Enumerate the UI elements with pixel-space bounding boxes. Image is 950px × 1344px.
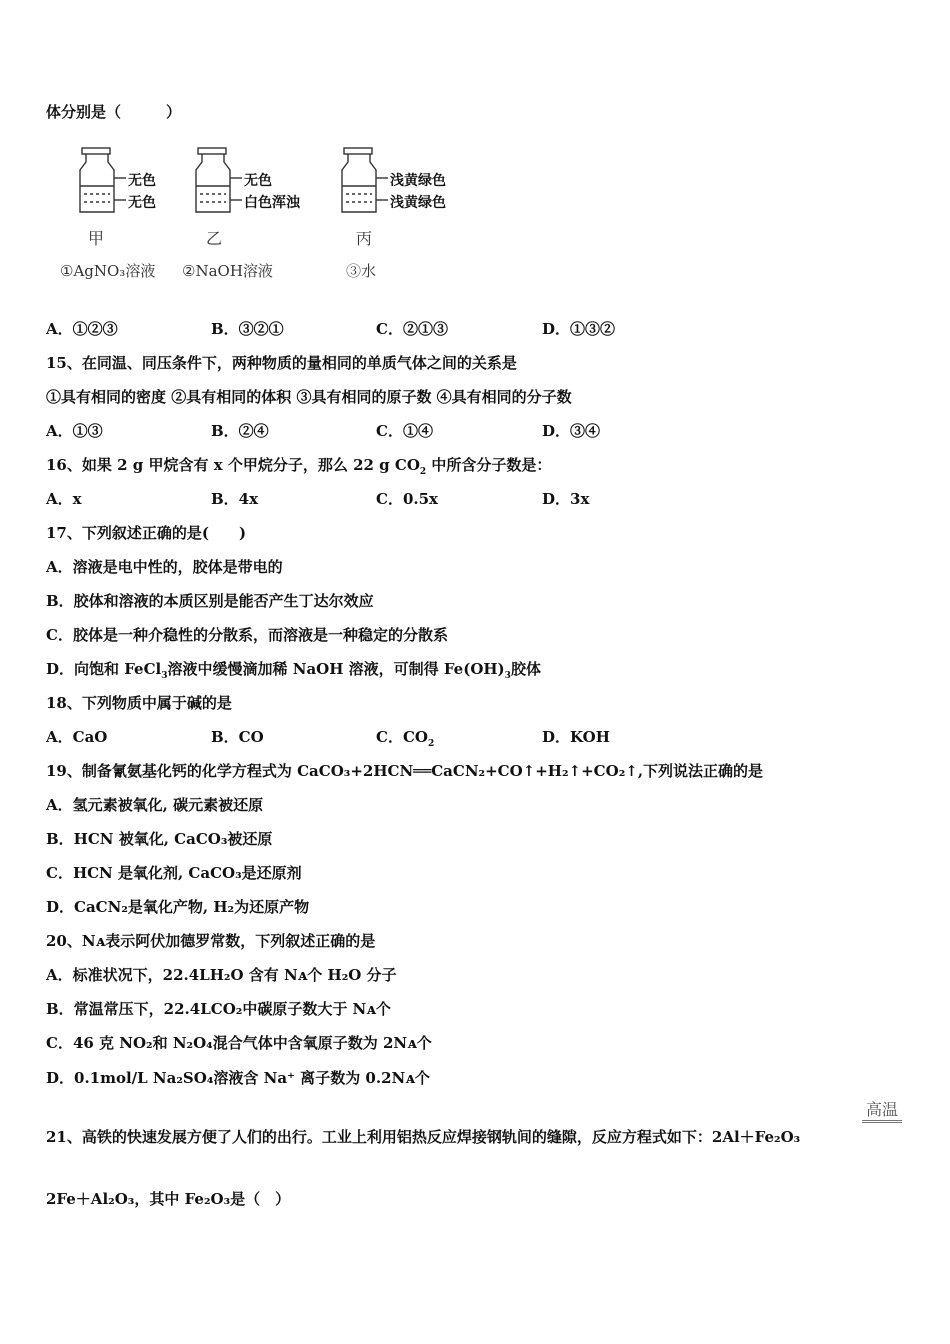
- q17-d-part2: 溶液中缓慢滴加稀 NaOH 溶液，可制得 Fe(OH): [167, 660, 505, 678]
- q16-stem-part2: 中所含分子数是：: [426, 456, 552, 474]
- q19-option-c: C．HCN 是氧化剂, CaCO₃是还原剂: [46, 864, 302, 882]
- q17-option-c: C．胶体是一种介稳性的分散系，而溶液是一种稳定的分散系: [46, 626, 448, 644]
- q14-option-d: D．①③②: [542, 320, 616, 338]
- q16-stem: [46, 455, 551, 482]
- q18-option-c-sub: 2: [427, 739, 435, 749]
- reagent-bottles-figure: [60, 140, 480, 290]
- q17-option-d: [46, 659, 541, 686]
- q15-option-a: A．①③: [46, 422, 103, 440]
- q18-stem: 18、下列物质中属于碱的是: [46, 694, 232, 712]
- bottle2-name: 乙: [206, 229, 223, 248]
- bottle1-top-label: 无色: [128, 173, 156, 189]
- q19-option-d: D．CaCN₂是氧化产物, H₂为还原产物: [46, 898, 310, 916]
- q17-d-part1: D．向饱和 FeCl: [46, 660, 162, 678]
- q16-option-a: A．x: [46, 490, 82, 508]
- q18-option-d: D．KOH: [542, 728, 610, 746]
- q17-option-b: B．胶体和溶液的本质区别是能否产生丁达尔效应: [46, 592, 374, 610]
- bottle3-top-label: 浅黄绿色: [390, 173, 446, 189]
- q21-line2: 2Fe＋Al₂O₃，其中 Fe₂O₃是（ ）: [46, 1190, 291, 1208]
- q19-option-a: A．氢元素被氧化, 碳元素被还原: [46, 796, 264, 814]
- q17-d-sub1: 3: [161, 671, 168, 681]
- q20-stem: 20、Nᴀ表示阿伏加德罗常数，下列叙述正确的是: [46, 932, 376, 950]
- q14-option-a: A．①②③: [46, 320, 118, 338]
- bottle3-name: 丙: [356, 229, 373, 248]
- bottle3-bottom-label: 浅黄绿色: [390, 195, 446, 211]
- q18-option-b: B．CO: [211, 728, 264, 746]
- q15-option-c: C．①④: [376, 422, 433, 440]
- reaction-condition: 高温: [862, 1100, 902, 1123]
- bottle2-top-label: 无色: [244, 173, 272, 189]
- q20-option-b: B．常温常压下，22.4LCO₂中碳原子数大于 Nᴀ个: [46, 1000, 391, 1018]
- q19-option-b: B．HCN 被氧化, CaCO₃被还原: [46, 830, 273, 848]
- q15-option-d: D．③④: [542, 422, 601, 440]
- q20-option-c: C．46 克 NO₂和 N₂O₄混合气体中含氧原子数为 2Nᴀ个: [46, 1034, 432, 1052]
- q18-option-a: A．CaO: [46, 728, 108, 746]
- q17-d-sub2: 3: [504, 671, 511, 681]
- q17-stem: 17、下列叙述正确的是( ): [46, 524, 247, 542]
- bottle2-bottom-label: 白色浑浊: [244, 195, 300, 211]
- q15-items: ①具有相同的密度 ②具有相同的体积 ③具有相同的原子数 ④具有相同的分子数: [46, 388, 572, 406]
- q20-option-d: D．0.1mol/L Na₂SO₄溶液含 Na⁺ 离子数为 0.2Nᴀ个: [46, 1069, 430, 1087]
- bottle3-caption: ③水: [346, 262, 377, 280]
- q15-stem: 15、在同温、同压条件下，两种物质的量相同的单质气体之间的关系是: [46, 354, 517, 372]
- q16-stem-sub: 2: [419, 467, 427, 477]
- q16-option-c: C．0.5x: [376, 490, 438, 508]
- q14-option-c: C．②①③: [376, 320, 448, 338]
- q16-stem-part1: 16、如果 2 g 甲烷含有 x 个甲烷分子，那么 22 g CO: [46, 456, 420, 474]
- q17-option-a: A．溶液是电中性的，胶体是带电的: [46, 558, 283, 576]
- q14-option-b: B．③②①: [211, 320, 284, 338]
- bottle1-name: 甲: [88, 229, 105, 248]
- intro-text: 体分别是（ ）: [46, 103, 182, 121]
- q19-stem: 19、制备氰氨基化钙的化学方程式为 CaCO₃+2HCN══CaCN₂+CO↑+H₂↑+CO₂↑,下列说法正确的是: [46, 762, 764, 780]
- q15-option-b: B．②④: [211, 422, 269, 440]
- bottle2-caption: ②NaOH溶液: [182, 262, 273, 280]
- q16-option-b: B．4x: [211, 490, 259, 508]
- q16-option-d: D．3x: [542, 490, 590, 508]
- q18-option-c-text: C．CO: [376, 728, 428, 746]
- q17-d-part3: 胶体: [510, 660, 541, 678]
- bottle1-bottom-label: 无色: [128, 195, 156, 211]
- q21-stem: 21、高铁的快速发展方便了人们的出行。工业上利用铝热反应焊接钢轨间的缝隙，反应方程式如下：2Al＋Fe₂O₃: [46, 1128, 801, 1146]
- bottle1-caption: ①AgNO₃溶液: [60, 262, 156, 280]
- q18-option-c: [376, 727, 434, 754]
- q20-option-a: A．标准状况下，22.4LH₂O 含有 Nᴀ个 H₂O 分子: [46, 966, 397, 984]
